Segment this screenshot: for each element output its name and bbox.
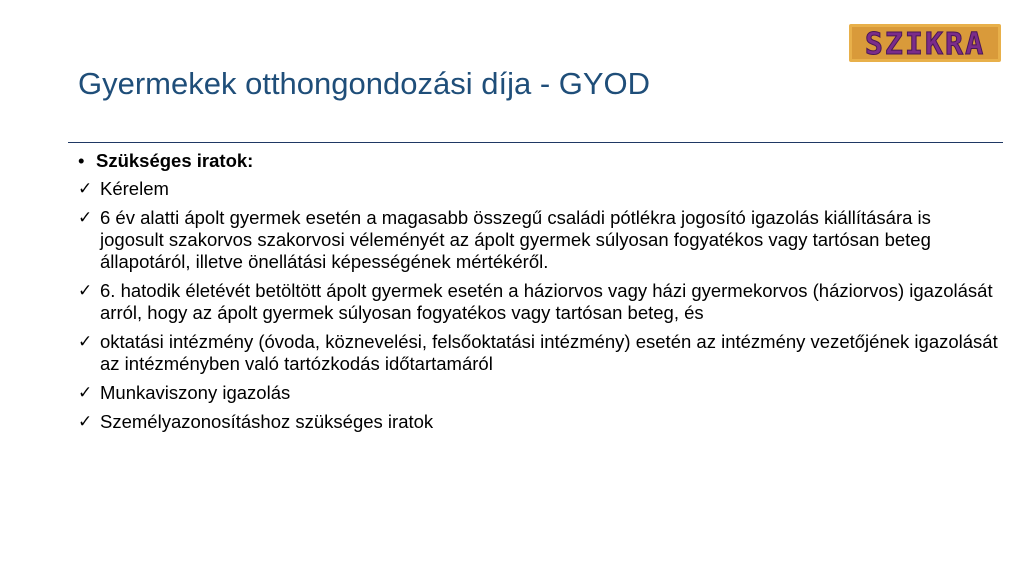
list-item xyxy=(78,178,998,200)
section-heading: Szükséges iratok: xyxy=(96,150,254,171)
checkmark-icon: ✓ xyxy=(78,179,93,199)
szikra-logo xyxy=(849,24,1001,62)
list-item-text: Személyazonosításhoz szükséges iratok xyxy=(100,411,434,432)
list-item-text: Kérelem xyxy=(100,178,169,199)
list-item xyxy=(78,411,998,433)
checkmark-icon: ✓ xyxy=(78,332,93,352)
checkmark-icon: ✓ xyxy=(78,208,93,228)
list-item xyxy=(78,382,998,404)
checkmark-icon: ✓ xyxy=(78,383,93,403)
section-heading-item xyxy=(78,150,998,172)
slide-title: Gyermekek otthongondozási díja - GYOD xyxy=(78,66,651,101)
list-item-text: oktatási intézmény (óvoda, köznevelési, felsőoktatási intézmény) esetén az intézmény vezetőjének igazolását az intézményben való tartózkodás időtartamáról xyxy=(100,331,998,374)
logo-text: SZIKRA xyxy=(864,27,986,62)
list-item xyxy=(78,331,998,375)
list-item-text: 6. hatodik életévét betöltött ápolt gyermek esetén a háziorvos vagy házi gyermekorvos (háziorvos) igazolását arról, hogy az ápolt gyermek súlyosan fogyatékos vagy tartósan beteg, és xyxy=(100,280,993,323)
bullet-icon: • xyxy=(78,150,85,171)
list-item xyxy=(78,207,998,273)
list-item xyxy=(78,280,998,324)
title-divider xyxy=(68,142,1003,143)
checkmark-icon: ✓ xyxy=(78,412,93,432)
list-item-text: 6 év alatti ápolt gyermek esetén a magasabb összegű családi pótlékra jogosító igazolás kiállítására is jogosult szakorvos szakorvosi véleményét az ápolt gyermek súlyosan fogyatékos vagy tartósan beteg állapotáról, illetve önellátási képességének mértékéről. xyxy=(100,207,931,272)
list-item-text: Munkaviszony igazolás xyxy=(100,382,291,403)
checkmark-icon: ✓ xyxy=(78,281,93,301)
slide-content xyxy=(78,150,998,440)
